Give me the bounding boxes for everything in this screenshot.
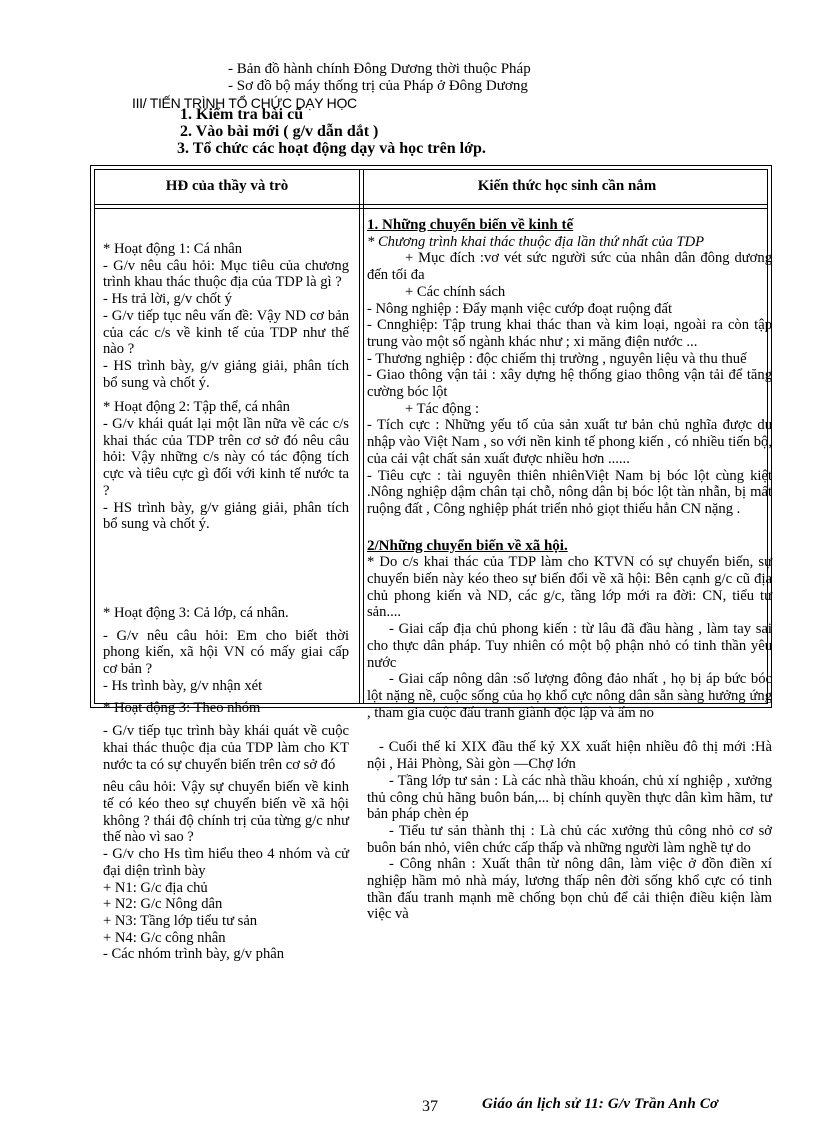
- new-cities: - Cuối thế kỉ XIX đầu thế kỷ XX xuất hiện nhiều đô thị mới :Hà nội , Hải Phòng, Sài gòn —Chợ lớn: [367, 739, 772, 773]
- class-bourgeoisie: - Tầng lớp tư sản : Là các nhà thầu khoán, chủ xí nghiệp , xưởng thủ công chủ hãng buôn bán,... bị chính quyền thực dân kìm hãm, tư bản pháp chèn ép: [367, 772, 772, 823]
- col2-header: Kiến thức học sinh cần nắm: [477, 178, 657, 194]
- activity-1-title: * Hoạt động 1: Cá nhân: [103, 241, 243, 257]
- activity-2-title: * Hoạt động 2: Tập thể, cá nhân: [103, 399, 290, 416]
- policy-transport: - Giao thông vận tải : xây dựng hệ thống giao thông vận tải để tăng cường bóc lột: [367, 367, 772, 401]
- program-title: * Chương trình khai thác thuộc địa lần thứ nhất của TDP: [367, 233, 705, 250]
- section-2-title: 2/Những chuyển biến về xã hội.: [367, 537, 568, 554]
- column-divider: [359, 170, 364, 703]
- page-number: 37: [422, 1098, 438, 1115]
- activity-1-question: - G/v nêu câu hỏi: Mục tiêu của chương trình khau thác thuộc địa của TDP là gì ?: [103, 257, 349, 291]
- teacher-student-activities: [103, 241, 349, 963]
- class-petty-bourgeoisie: - Tiểu tư sản thành thị : Là chủ các xưởng thủ công nhỏ cơ sở buôn bán nhỏ, viên chức cấp thấp và những người làm nghề tự do: [367, 822, 772, 856]
- knowledge-column: [367, 217, 772, 923]
- activity-1-summary: - HS trình bày, g/v giảng giải, phân tích bổ sung và chốt ý.: [103, 357, 349, 391]
- class-landlords: - Giai cấp địa chủ phong kiến : từ lâu đã đầu hàng , làm tay sai cho thực dân pháp. Tuy nhiên có một bộ phận nhỏ có tinh thần yêu nước: [367, 621, 772, 671]
- section-heading: III/ TIẾN TRÌNH TỔ CHỨC DẠY HỌC: [132, 95, 357, 111]
- group-3: + N3: Tầng lớp tiểu tư sản: [103, 912, 258, 929]
- footer-signature: Giáo án lịch sử 11: G/v Trần Anh Cơ: [482, 1096, 719, 1112]
- step-3: 3. Tổ chức các hoạt động dạy và học trên lớp.: [177, 140, 486, 157]
- purpose: + Mục đích :vơ vét sức người sức của nhân dân đông dương đến tối đa: [367, 250, 772, 284]
- table-inner-border: [94, 169, 772, 963]
- social-change-intro: * Do c/s khai thác của TDP làm cho KTVN có sự chuyển biến, sự chuyển biến này kéo theo sự biến đổi về xã hội: Bên cạnh g/c cũ địa chủ phong kiến và ND, các g/c, tầng lớp mới ra đời: CN, tiểu tư sản....: [367, 554, 772, 621]
- activity-3-title: * Hoạt động 3: Cả lớp, cá nhân.: [103, 604, 289, 621]
- activity-2-summary: - HS trình bày, g/v giảng giải, phân tích bổ sung và chốt ý.: [103, 499, 349, 533]
- impact-negative: - Tiêu cực : tài nguyên thiên nhiênViệt Nam bị bóc lột cùng kiệt .Nông nghiệp dậm chân tại chỗ, nông dân bị bóc lột tàn nhẫn, bị mất ruộng đất , Công nghiệp phát triển nhỏ giọt thiếu hẳn CN nặng .: [367, 467, 772, 517]
- group-2: + N2: G/c Nông dân: [103, 896, 223, 913]
- policy-commerce: - Thương nghiệp : độc chiếm thị trường , nguyên liệu và thu thuế: [367, 350, 747, 367]
- class-peasants: - Giai cấp nông dân :số lượng đông đảo nhất , họ bị áp bức bóc lột nặng nề, cuộc sống của họ khổ cực nông dân sẵn sàng hưởng ứng , tham gia cuộc đấu tranh giành độc lập và ấm no: [367, 671, 772, 721]
- activity-3-question: - G/v nêu câu hỏi: Em cho biết thời phong kiến, xã hội VN có mấy giai cấp cơ bản ?: [103, 627, 349, 678]
- lesson-table: [90, 165, 772, 963]
- activity-1-followup: - G/v tiếp tục nêu vấn đề: Vậy ND cơ bản của các c/s về kinh tế của TDP như thế nào ?: [103, 307, 349, 358]
- material-map: - Bản đồ hành chính Đông Dương thời thuộc Pháp: [228, 61, 531, 77]
- policy-agriculture: - Nông nghiệp : Đẩy mạnh việc cướp đoạt ruộng đất: [367, 300, 672, 317]
- group-4: + N4: G/c công nhân: [103, 929, 226, 946]
- policy-industry: - Cnnghiệp: Tập trung khai thác than và kim loại, ngoài ra còn tập trung vào một số ngành khác như ; xi măng điện nước ...: [367, 317, 772, 350]
- col1-header: HĐ của thầy và trò: [165, 178, 289, 194]
- activity-4-question: nêu câu hỏi: Vậy sự chuyển biến về kinh tế có kéo theo sự chuyển biến về xã hội không ? thái độ chính trị của từng g/c như thế nào vì sao ?: [103, 779, 349, 846]
- material-chart: - Sơ đồ bộ máy thống trị của Pháp ở Đông Dương: [228, 78, 528, 94]
- policies-heading: + Các chính sách: [405, 283, 506, 300]
- activity-4-groups: - G/v cho Hs tìm hiểu theo 4 nhóm và cử đại diện trình bày: [103, 846, 349, 879]
- activity-2-question: - G/v khái quát lại một lần nữa về các c/s khai thác của TDP trên cơ sở đó nêu câu hỏi: Vậy những c/s này có tác động tích cực và tiêu cực gì đối với kinh tế nước ta ?: [103, 416, 349, 499]
- step-2: 2. Vào bài mới ( g/v dẫn dắt ): [180, 123, 379, 140]
- header-divider: [95, 204, 767, 209]
- activity-3-answer: - Hs trình bày, g/v nhận xét: [103, 677, 263, 694]
- impact-positive: - Tích cực : Những yếu tố của sản xuất tư bản chủ nghĩa được du nhập vào Việt Nam , so với nền kinh tế phong kiến , có nhiều tiến bộ, của cải vật chất sản xuất được nhiều hơn ......: [367, 417, 772, 467]
- activity-4-title: * Hoạt động 3: Theo nhóm: [103, 700, 261, 717]
- step-1: 1. Kiểm tra bài cũ: [180, 106, 304, 123]
- groups-present: - Các nhóm trình bày, g/v phân: [103, 946, 285, 963]
- group-1: + N1: G/c địa chủ: [103, 879, 208, 896]
- section-1-title: 1. Những chuyển biến về kinh tế: [367, 217, 574, 233]
- class-workers: - Công nhân : Xuất thân từ nông dân, làm việc ở đồn điền xí nghiệp hầm mỏ nhà máy, lương thấp nên đời sống khổ cực có tinh thần đấu tranh mạnh mẽ chống bọn chủ để cải thiện điều kiện làm việc và: [367, 856, 772, 923]
- impact-heading: + Tác động :: [405, 400, 480, 417]
- activity-4-intro: - G/v tiếp tục trình bày khái quát về cuộc khai thác thuộc địa của TDP làm cho KT nước ta có sự chuyển biến trên cơ sở đó: [103, 723, 349, 773]
- activity-1-answer: - Hs trả lời, g/v chốt ý: [103, 291, 232, 308]
